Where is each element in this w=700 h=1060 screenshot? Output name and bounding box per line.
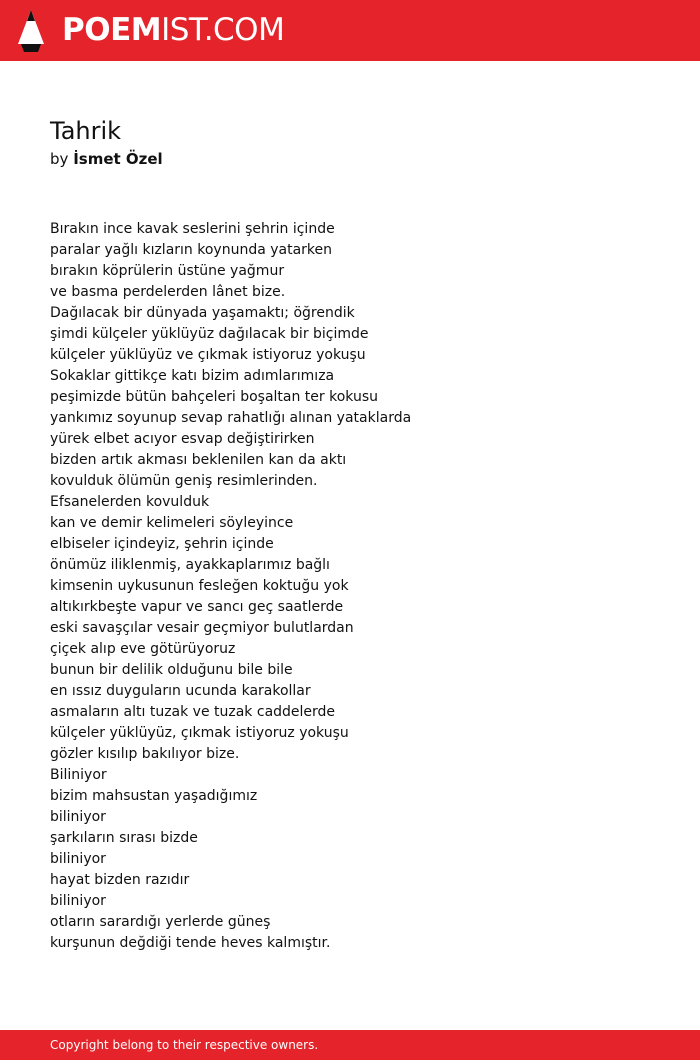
poem-line: kan ve demir kelimeleri söyleyince	[50, 515, 294, 531]
poem-title: Tahrik	[50, 117, 122, 145]
poem-line: ve basma perdelerden lânet bize.	[50, 284, 286, 300]
poem-line: Dağılacak bir dünyada yaşamaktı; öğrendik	[50, 305, 355, 321]
poem-line: şimdi külçeler yüklüyüz dağılacak bir biçimde	[50, 326, 369, 342]
brand-light: IST.COM	[161, 12, 285, 48]
site-header	[0, 0, 700, 61]
poem-line: önümüz iliklenmiş, ayakkaplarımız bağlı	[50, 557, 330, 573]
poem-line: bunun bir delilik olduğunu bile bile	[50, 662, 293, 678]
poem-line: külçeler yüklüyüz, çıkmak istiyoruz yokuşu	[50, 725, 349, 741]
brand-bold: POEM	[62, 12, 162, 48]
poem-line: eski savaşçılar vesair geçmiyor bulutlardan	[50, 620, 354, 636]
poem-line: kurşunun değdiği tende heves kalmıştır.	[50, 935, 331, 951]
poem-line: Biliniyor	[50, 767, 107, 783]
poem-line: Bırakın ince kavak seslerini şehrin içinde	[50, 221, 335, 237]
poem-line: külçeler yüklüyüz ve çıkmak istiyoruz yokuşu	[50, 347, 366, 363]
poem-line: Sokaklar gittikçe katı bizim adımlarımıza	[50, 368, 335, 384]
poem-line: elbiseler içindeyiz, şehrin içinde	[50, 536, 274, 552]
poem-line: biliniyor	[50, 851, 106, 867]
site-logo[interactable]	[62, 11, 284, 49]
poem-line: paralar yağlı kızların koynunda yatarken	[50, 242, 333, 258]
poem-body	[50, 219, 411, 954]
copyright-text: Copyright belong to their respective owners.	[50, 1038, 319, 1052]
poem-line: kovulduk ölümün geniş resimlerinden.	[50, 473, 318, 489]
poem-line: biliniyor	[50, 809, 106, 825]
poem-line: altıkırkbeşte vapur ve sancı geç saatlerde	[50, 599, 344, 615]
pen-nib-icon[interactable]	[18, 10, 44, 52]
poem-line: bırakın köprülerin üstüne yağmur	[50, 263, 285, 279]
poem-line: çiçek alıp eve götürüyoruz	[50, 641, 236, 657]
poem-line: yankımız soyunup sevap rahatlığı alınan yataklarda	[50, 410, 412, 426]
poem-line: gözler kısılıp bakılıyor bize.	[50, 746, 240, 762]
poem-line: Efsanelerden kovulduk	[50, 494, 210, 510]
poem-line: biliniyor	[50, 893, 106, 909]
poem-line: bizden artık akması beklenilen kan da aktı	[50, 452, 347, 468]
poem-line: bizim mahsustan yaşadığımız	[50, 788, 258, 804]
poem-byline	[50, 149, 163, 169]
poem-line: asmaların altı tuzak ve tuzak caddelerde	[50, 704, 336, 720]
by-prefix: by	[50, 150, 69, 168]
poem-author: İsmet Özel	[73, 150, 163, 168]
poem-line: hayat bizden razıdır	[50, 872, 190, 888]
poem-line: yürek elbet acıyor esvap değiştirirken	[50, 431, 315, 447]
poem-line: kimsenin uykusunun fesleğen koktuğu yok	[50, 578, 349, 594]
poem-line: peşimizde bütün bahçeleri boşaltan ter kokusu	[50, 389, 379, 405]
poem-line: otların sarardığı yerlerde güneş	[50, 914, 271, 930]
poem-line: şarkıların sırası bizde	[50, 830, 198, 846]
site-footer	[0, 1030, 700, 1060]
poem-line: en ıssız duyguların ucunda karakollar	[50, 683, 311, 699]
